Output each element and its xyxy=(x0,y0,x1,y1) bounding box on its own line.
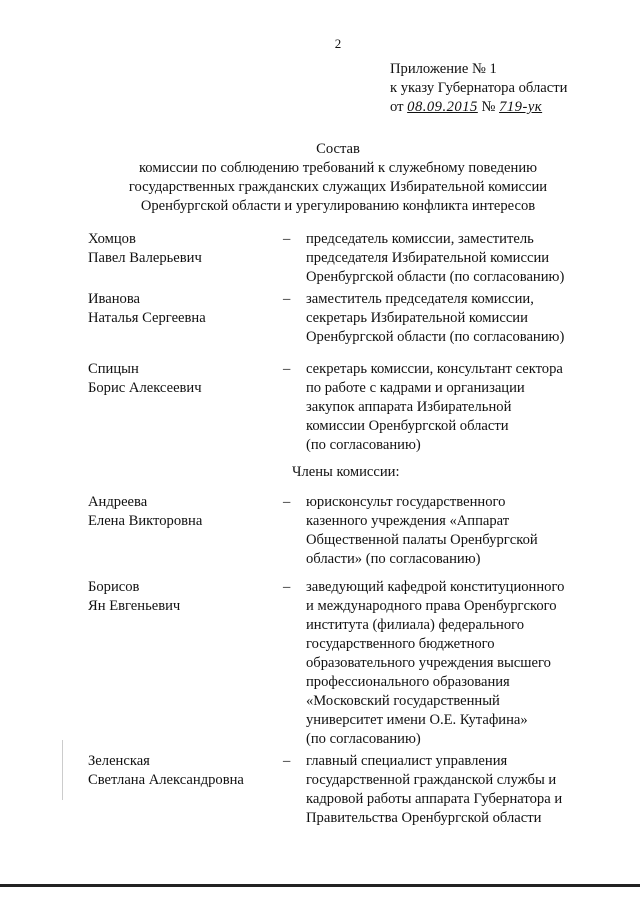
member-given-name: Павел Валерьевич xyxy=(88,250,202,266)
role-line: и международного права Оренбургского xyxy=(306,598,557,614)
member-given-name: Елена Викторовна xyxy=(88,513,203,529)
role-line: государственного бюджетного xyxy=(306,636,495,652)
title-line-2: комиссии по соблюдению требований к служебному поведению xyxy=(138,160,538,176)
role-line: секретарь Избирательной комиссии xyxy=(306,310,528,326)
member-role xyxy=(306,578,606,749)
annex-reference: к указу Губернатора области xyxy=(390,80,568,96)
member-name xyxy=(88,230,291,268)
scan-margin-mark xyxy=(62,740,63,800)
member-given-name: Ян Евгеньевич xyxy=(88,598,181,614)
handwritten-number: 719-ук xyxy=(499,99,543,115)
member-role xyxy=(306,230,606,287)
member-given-name: Наталья Сергеевна xyxy=(88,310,206,326)
member-role xyxy=(306,290,606,347)
role-line: по работе с кадрами и организации xyxy=(306,380,525,396)
members-heading: Члены комиссии: xyxy=(292,464,400,480)
handwritten-date: 08.09.2015 xyxy=(407,99,478,115)
member-role xyxy=(306,493,606,569)
member-name xyxy=(88,493,291,531)
role-line: заведующий кафедрой конституционного xyxy=(306,579,565,595)
member-role xyxy=(306,360,606,455)
dash-separator: – xyxy=(283,753,291,769)
role-line: секретарь комиссии, консультант сектора xyxy=(306,361,563,377)
role-line: области» (по согласованию) xyxy=(306,551,481,567)
title-line-3: государственных гражданских служащих Избирательной комиссии xyxy=(128,179,548,195)
member-surname: Андреева xyxy=(88,494,148,510)
annex-header xyxy=(390,60,630,117)
member-surname: Спицын xyxy=(88,361,139,377)
member-surname: Иванова xyxy=(88,291,140,307)
dash-separator: – xyxy=(283,494,291,510)
role-line: Оренбургской области (по согласованию) xyxy=(306,329,565,345)
member-name xyxy=(88,752,291,790)
role-line: председателя Избирательной комиссии xyxy=(306,250,550,266)
role-line: университет имени О.Е. Кутафина» xyxy=(306,712,528,728)
number-prefix: № xyxy=(481,99,496,115)
role-line: председатель комиссии, заместитель xyxy=(306,231,534,247)
role-line: комиссии Оренбургской области xyxy=(306,418,509,434)
dash-separator: – xyxy=(283,361,291,377)
member-given-name: Светлана Александровна xyxy=(88,772,244,788)
role-line: заместитель председателя комиссии, xyxy=(306,291,534,307)
role-line: Правительства Оренбургской области xyxy=(306,810,542,826)
role-line: юрисконсульт государственного xyxy=(306,494,506,510)
page-number: 2 xyxy=(334,36,342,51)
member-surname: Зеленская xyxy=(88,753,150,769)
member-role xyxy=(306,752,606,828)
role-line: профессионального образования xyxy=(306,674,510,690)
member-name xyxy=(88,360,291,398)
role-line: казенного учреждения «Аппарат xyxy=(306,513,510,529)
role-line: (по согласованию) xyxy=(306,437,421,453)
annex-title: Приложение № 1 xyxy=(390,61,497,77)
dash-separator: – xyxy=(283,291,291,307)
title-line-1: Состав xyxy=(316,141,360,157)
role-line: образовательного учреждения высшего xyxy=(306,655,551,671)
role-line: кадровой работы аппарата Губернатора и xyxy=(306,791,563,807)
role-line: закупок аппарата Избирательной xyxy=(306,399,512,415)
role-line: Общественной палаты Оренбургской xyxy=(306,532,538,548)
dash-separator: – xyxy=(283,579,291,595)
date-prefix: от xyxy=(390,99,404,115)
title-line-4: Оренбургской области и урегулированию конфликта интересов xyxy=(140,198,536,214)
member-name xyxy=(88,578,291,616)
annex-date-line xyxy=(390,98,630,117)
scan-bottom-edge xyxy=(0,884,640,887)
role-line: государственной гражданской службы и xyxy=(306,772,557,788)
member-surname: Хомцов xyxy=(88,231,136,247)
role-line: (по согласованию) xyxy=(306,731,421,747)
member-name xyxy=(88,290,291,328)
dash-separator: – xyxy=(283,231,291,247)
role-line: Оренбургской области (по согласованию) xyxy=(306,269,565,285)
role-line: «Московский государственный xyxy=(306,693,500,709)
role-line: главный специалист управления xyxy=(306,753,508,769)
document-title xyxy=(0,140,640,216)
member-surname: Борисов xyxy=(88,579,140,595)
member-given-name: Борис Алексеевич xyxy=(88,380,202,396)
role-line: института (филиала) федерального xyxy=(306,617,525,633)
